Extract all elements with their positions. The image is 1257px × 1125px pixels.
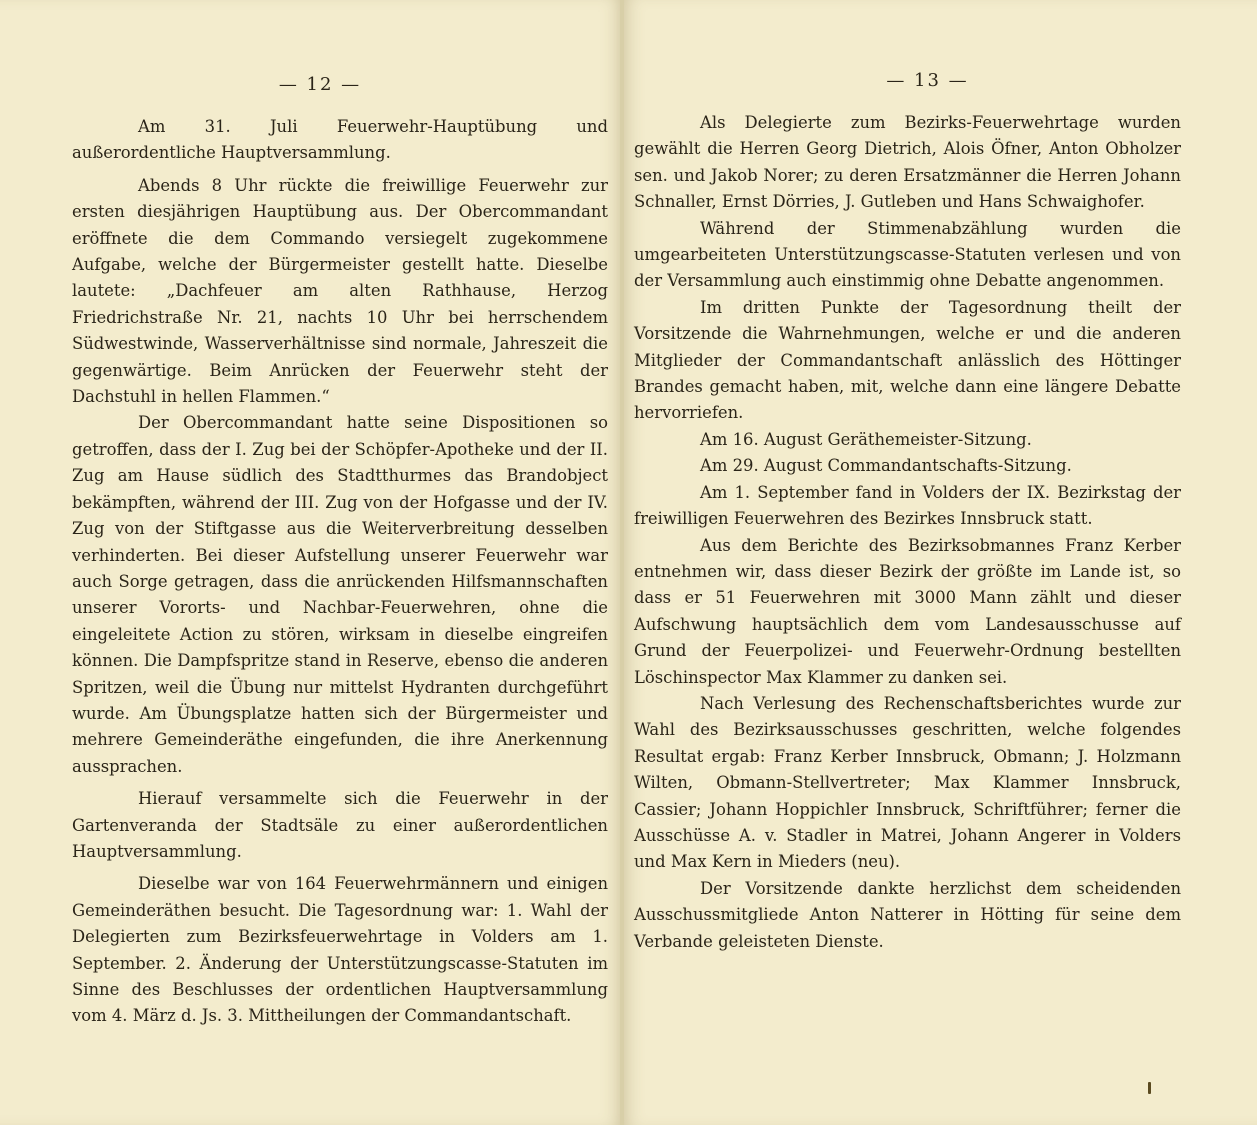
paragraph: Dieselbe war von 164 Feuerwehrmännern und einigen Gemeinderäthen besucht. Die Tagesordnung war: 1. Wahl der Delegierten zum Bezirksfeuerwehrtage in Volders am 1. September. 2. Änderung der Unterstützungscasse-Statuten im Sinne des Beschlusses der ordentlichen Hauptversammlung vom 4. März d. Js. 3. Mittheilungen der Commandantschaft. xyxy=(72,874,608,1026)
ink-speck xyxy=(1148,1082,1151,1094)
right-page xyxy=(624,0,1257,1125)
paragraph: Der Obercommandant hatte seine Dispositionen so getroffen, dass der I. Zug bei der Schöpfer-Apotheke und der II. Zug am Hause südlich des Stadtthurmes das Brandobject bekämpften, während der III. Zug von der Hofgasse und der IV. Zug von der Stiftgasse aus die Weiterverbreitung desselben verhinderten. Bei dieser Aufstellung unserer Feuerwehr war auch Sorge getragen, dass die anrückenden Hilfsmannschaften unserer Vororts- und Nachbar-Feuerwehren, ohne die eingeleitete Action zu stören, wirksam in dieselbe eingreifen können. Die Dampfspritze stand in Reserve, ebenso die anderen Spritzen, weil die Übung nur mittelst Hydranten durchgeführt wurde. Am Übungsplatze hatten sich der Bürgermeister und mehrere Gemeinderäthe eingefunden, die ihre Anerkennung aussprachen. xyxy=(72,413,608,776)
paragraph: Aus dem Berichte des Bezirksobmannes Franz Kerber entnehmen wir, dass dieser Bezirk der größte im Lande ist, so dass er 51 Feuerwehren mit 3000 Mann zählt und dieser Aufschwung hauptsächlich dem vom Landesausschusse auf Grund der Feuerpolizei- und Feuerwehr-Ordnung bestellten Löschinspector Max Klammer zu danken sei. xyxy=(634,535,1181,687)
paragraph: Am 16. August Geräthemeister-Sitzung. xyxy=(700,429,1032,449)
left-page xyxy=(0,0,622,1125)
paragraph: Der Vorsitzende dankte herzlichst dem scheidenden Ausschussmitgliede Anton Natterer in Hötting für seine dem Verbande geleisteten Dienste. xyxy=(634,878,1181,951)
paragraph: Während der Stimmenabzählung wurden die umgearbeiteten Unterstützungscasse-Statuten verlesen und von der Versammlung auch einstimmig ohne Debatte angenommen. xyxy=(634,218,1181,291)
paragraph: Nach Verlesung des Rechenschaftsberichtes wurde zur Wahl des Bezirksausschusses geschritten, welche folgendes Resultat ergab: Franz Kerber Innsbruck, Obmann; J. Holzmann Wilten, Obmann-Stellvertreter; Max Klammer Innsbruck, Cassier; Johann Hoppichler Innsbruck, Schriftführer; ferner die Ausschüsse A. v. Stadler in Matrei, Johann Angerer in Volders und Max Kern in Mieders (neu). xyxy=(634,693,1181,872)
paragraph: Abends 8 Uhr rückte die freiwillige Feuerwehr zur ersten diesjährigen Hauptübung aus. Der Obercommandant eröffnete die dem Commando versiegelt zugekommene Aufgabe, welche der Bürgermeister gestellt hatte. Dieselbe lautete: „Dachfeuer am alten Rathhause, Herzog Friedrichstraße Nr. 21, nachts 10 Uhr bei herrschendem Südwestwinde, Wasserverhältnisse sind normale, Jahreszeit die gegenwärtige. Beim Anrücken der Feuerwehr steht der Dachstuhl in hellen Flammen.“ xyxy=(72,175,608,407)
paragraph: Am 31. Juli Feuerwehr-Hauptübung und außerordentliche Hauptversammlung. xyxy=(72,117,608,163)
left-page-text xyxy=(72,114,608,1030)
paragraph: Am 29. August Commandantschafts-Sitzung. xyxy=(700,456,1072,476)
right-page-number: — 13 — xyxy=(886,70,969,91)
right-page-text xyxy=(634,110,1181,955)
paragraph: Hierauf versammelte sich die Feuerwehr in der Gartenveranda der Stadtsäle zu einer außerordentlichen Hauptversammlung. xyxy=(72,789,608,861)
paragraph: Im dritten Punkte der Tagesordnung theilt der Vorsitzende die Wahrnehmungen, welche er und die anderen Mitglieder der Commandantschaft anlässlich des Höttinger Brandes gemacht haben, mit, welche dann eine längere Debatte hervorriefen. xyxy=(634,297,1181,423)
paragraph: Am 1. September fand in Volders der IX. Bezirkstag der freiwilligen Feuerwehren des Bezirkes Innsbruck statt. xyxy=(634,482,1181,529)
left-page-number: — 12 — xyxy=(278,74,362,95)
paragraph: Als Delegierte zum Bezirks-Feuerwehrtage wurden gewählt die Herren Georg Dietrich, Alois Öfner, Anton Obholzer sen. und Jakob Norer; zu deren Ersatzmänner die Herren Johann Schnaller, Ernst Dörries, J. Gutleben und Hans Schwaighofer. xyxy=(634,113,1181,212)
